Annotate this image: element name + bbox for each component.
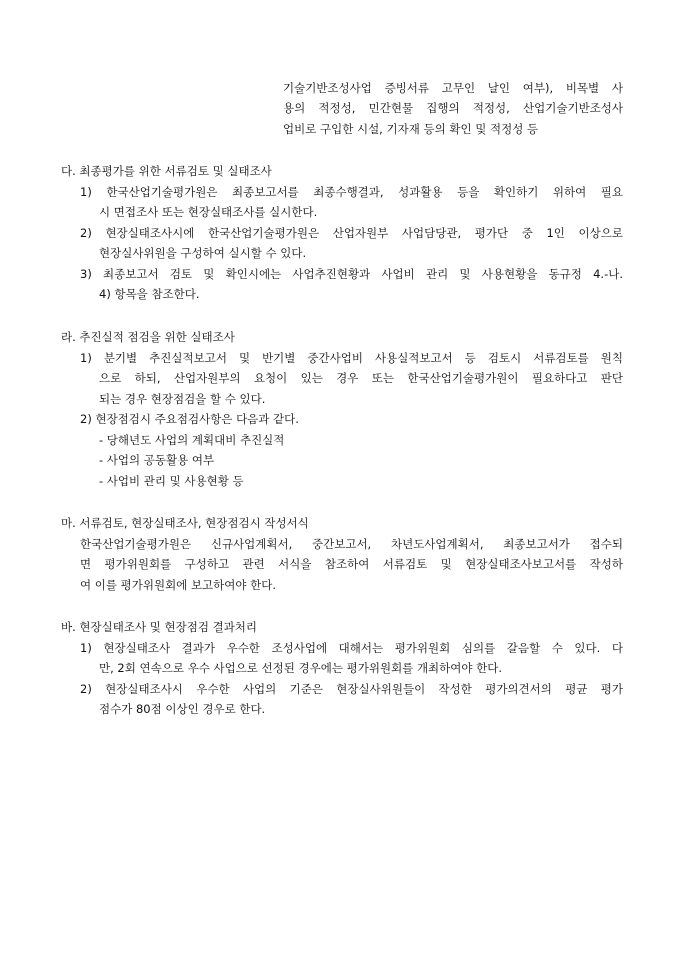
paragraph-line: 면 평가위원회를 구성하고 관련 서식을 참조하여 서류검토 및 현장실태조사보고서를 작성하 bbox=[80, 557, 623, 571]
bullet-item: - 사업의 공동활용 여부 bbox=[99, 453, 215, 467]
list-item-line: 2) 현장실태조사시에 한국산업기술평가원은 산업자원부 사업담당관, 평가단 중 1인 이상으로 bbox=[80, 226, 623, 240]
list-item-line: 시 면접조사 또는 현장실태조사를 실시한다. bbox=[99, 205, 318, 219]
list-item-line: 되는 경우 현장점검을 할 수 있다. bbox=[99, 392, 266, 406]
list-item-line: 1) 현장실태조사 결과가 우수한 조성사업에 대해서는 평가위원회 심의를 갈음할 수 있다. 다 bbox=[80, 641, 623, 655]
paragraph-line: 한국산업기술평가원은 신규사업계획서, 중간보고서, 차년도사업계획서, 최종보고서가 접수되 bbox=[80, 537, 623, 551]
list-item-line: 현장실사위원을 구성하여 실시할 수 있다. bbox=[99, 246, 307, 260]
list-item-line: 만, 2회 연속으로 우수 사업으로 선정된 경우에는 평가위원회를 개최하여야 한다. bbox=[99, 661, 503, 675]
paragraph-line: 여 이를 평가위원회에 보고하여야 한다. bbox=[80, 578, 277, 592]
list-item-line: 4) 항목을 참조한다. bbox=[99, 287, 200, 301]
list-item-line: 1) 한국산업기술평가원은 최종보고서를 최종수행결과, 성과활용 등을 확인하기 위하여 필요 bbox=[80, 185, 623, 199]
list-item-line: 으로 하되, 산업자원부의 요청이 있는 경우 또는 한국산업기술평가원이 필요하다고 판단 bbox=[99, 371, 623, 385]
list-item-line: 1) 분기별 추진실적보고서 및 반기별 중간사업비 사용실적보고서 등 검토시 서류검토를 원칙 bbox=[80, 351, 623, 365]
list-item-line: 3) 최종보고서 검토 및 확인시에는 사업추진현황과 사업비 관리 및 사용현황을 동규정 4.-나. bbox=[80, 267, 623, 281]
intro-line: 기술기반조성사업 증빙서류 고무인 날인 여부), 비목별 사 bbox=[283, 81, 623, 95]
list-item-line: 2) 현장점검시 주요점검사항은 다음과 같다. bbox=[80, 412, 299, 426]
bullet-item: - 당해년도 사업의 계획대비 추진실적 bbox=[99, 433, 285, 447]
intro-line: 용의 적정성, 민간현물 집행의 적정성, 산업기술기반조성사 bbox=[283, 101, 623, 115]
list-item-line: 점수가 80점 이상인 경우로 한다. bbox=[99, 702, 266, 716]
section-heading: 다. 최종평가를 위한 서류검토 및 실태조사 bbox=[61, 164, 272, 178]
list-item-line: 2) 현장실태조사시 우수한 사업의 기준은 현장실사위원들이 작성한 평가의견서의 평균 평가 bbox=[80, 682, 623, 696]
section-heading: 라. 추진실적 점검을 위한 실태조사 bbox=[61, 330, 235, 344]
section-heading: 마. 서류검토, 현장실태조사, 현장점검시 작성서식 bbox=[61, 516, 309, 530]
section-heading: 바. 현장실태조사 및 현장점검 결과처리 bbox=[61, 620, 258, 634]
bullet-item: - 사업비 관리 및 사용현황 등 bbox=[99, 474, 244, 488]
intro-line: 업비로 구입한 시설, 기자재 등의 확인 및 적정성 등 bbox=[283, 122, 539, 136]
